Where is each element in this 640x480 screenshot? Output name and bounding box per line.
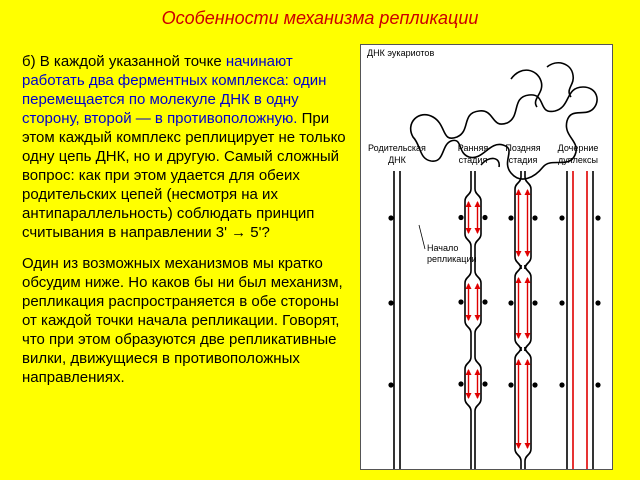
late-bubble-2-arrow-up-left: [516, 277, 522, 283]
late-bubble-3-arrow-up-left: [516, 359, 522, 365]
paragraph-1-highlight: начинают работать два ферментных комплекса: один перемещается по молекуле ДНК в одну сторону, второй — в противоположную.: [22, 53, 327, 127]
late-origin-dot-left-2: [508, 300, 513, 305]
early-origin-dot-left-1: [458, 215, 463, 220]
daughter-origin-dot-right-2: [595, 300, 600, 305]
paragraph-1: [22, 52, 356, 242]
dna-columns: [388, 171, 600, 469]
early-origin-dot-right-1: [482, 215, 487, 220]
replication-diagram: [361, 45, 612, 469]
late-bubble-2-arrow-down-left: [516, 333, 522, 339]
daughter-origin-dot-left-1: [559, 215, 564, 220]
early-bubble-3-arrow-down-left: [466, 393, 472, 399]
origin-pointer: [419, 225, 425, 249]
tangled-dna-strand-2: [511, 63, 573, 107]
early-origin-dot-right-2: [482, 299, 487, 304]
late-origin-dot-right-1: [532, 215, 537, 220]
late-bubble-1-arrow-down-left: [516, 251, 522, 257]
col4-line1: Дочерние: [557, 143, 599, 153]
late-bubble-1-arrow-down-right: [525, 251, 531, 257]
col2-line1: Ранняя: [457, 143, 489, 153]
early-bubble-1-arrow-up-left: [466, 201, 472, 207]
early-bubble-3-arrow-up-right: [475, 369, 481, 375]
early-bubble-3-arrow-down-right: [475, 393, 481, 399]
late-bubble-1-arrow-up-right: [525, 189, 531, 195]
daughter-origin-dot-right-1: [595, 215, 600, 220]
early-bubble-1-arrow-down-right: [475, 228, 481, 234]
late-origin-dot-right-3: [532, 382, 537, 387]
late-bubble-3-arrow-down-right: [525, 443, 531, 449]
col3-line2: стадия: [508, 155, 538, 165]
early-bubble-1-arrow-down-left: [466, 228, 472, 234]
early-bubble-1-arrow-up-right: [475, 201, 481, 207]
col1-line2: ДНК: [388, 155, 406, 165]
paragraph-2: Один из возможных механизмов мы кратко обсудим ниже. Но каков бы ни был механизм, репликация распространяется в обе стороны от каждой точки начала репликации. Говорят, что при этом образуются две репликативные вилки, движущиеся в противоположных направлениях.: [22, 255, 343, 386]
early-origin-dot-left-2: [458, 299, 463, 304]
late-bubble-3-arrow-up-right: [525, 359, 531, 365]
early-bubble-2-arrow-down-left: [466, 315, 472, 321]
late-bubble-1-arrow-up-left: [516, 189, 522, 195]
dna-label: ДНК эукариотов: [367, 48, 435, 58]
late-origin-dot-right-2: [532, 300, 537, 305]
late-origin-dot-left-1: [508, 215, 513, 220]
slide-title: Особенности механизма репликации: [161, 8, 479, 28]
early-bubble-2-arrow-down-right: [475, 315, 481, 321]
daughter-origin-dot-left-2: [559, 300, 564, 305]
late-bubble-2-arrow-up-right: [525, 277, 531, 283]
col1-line1: Родительская: [368, 143, 426, 153]
parent-origin-dot-2: [388, 300, 393, 305]
col2-line2: стадия: [458, 155, 488, 165]
col3-line1: Поздняя: [505, 143, 541, 153]
origin-label-line2: репликации: [427, 254, 477, 264]
early-origin-dot-left-3: [458, 381, 463, 386]
body-text: [22, 52, 356, 399]
late-bubble-3-arrow-down-left: [516, 443, 522, 449]
daughter-origin-dot-right-3: [595, 382, 600, 387]
early-bubble-2-arrow-up-right: [475, 283, 481, 289]
tangled-dna-strand: [411, 87, 597, 179]
late-origin-dot-left-3: [508, 382, 513, 387]
early-bubble-3-arrow-up-left: [466, 369, 472, 375]
parent-origin-dot-3: [388, 382, 393, 387]
late-bubble-2-arrow-down-right: [525, 333, 531, 339]
early-bubble-2-arrow-up-left: [466, 283, 472, 289]
paragraph-1-prefix: б) В каждой указанной точке: [22, 53, 226, 70]
col4-line2: дуплексы: [558, 155, 598, 165]
daughter-origin-dot-left-3: [559, 382, 564, 387]
paragraph-1-suffix: При этом каждый комплекс реплицирует не только одну цепь ДНК, но и другую. Самый сложный вопрос: как при этом удается для обеих родительских цепей (несмотря на их антипараллельность) соблюдать принцип считывания в направлении 3' → 5'?: [22, 110, 346, 241]
origin-label-line1: Начало: [427, 243, 459, 253]
replication-figure: [360, 44, 613, 470]
early-origin-dot-right-3: [482, 381, 487, 386]
parent-origin-dot-1: [388, 215, 393, 220]
